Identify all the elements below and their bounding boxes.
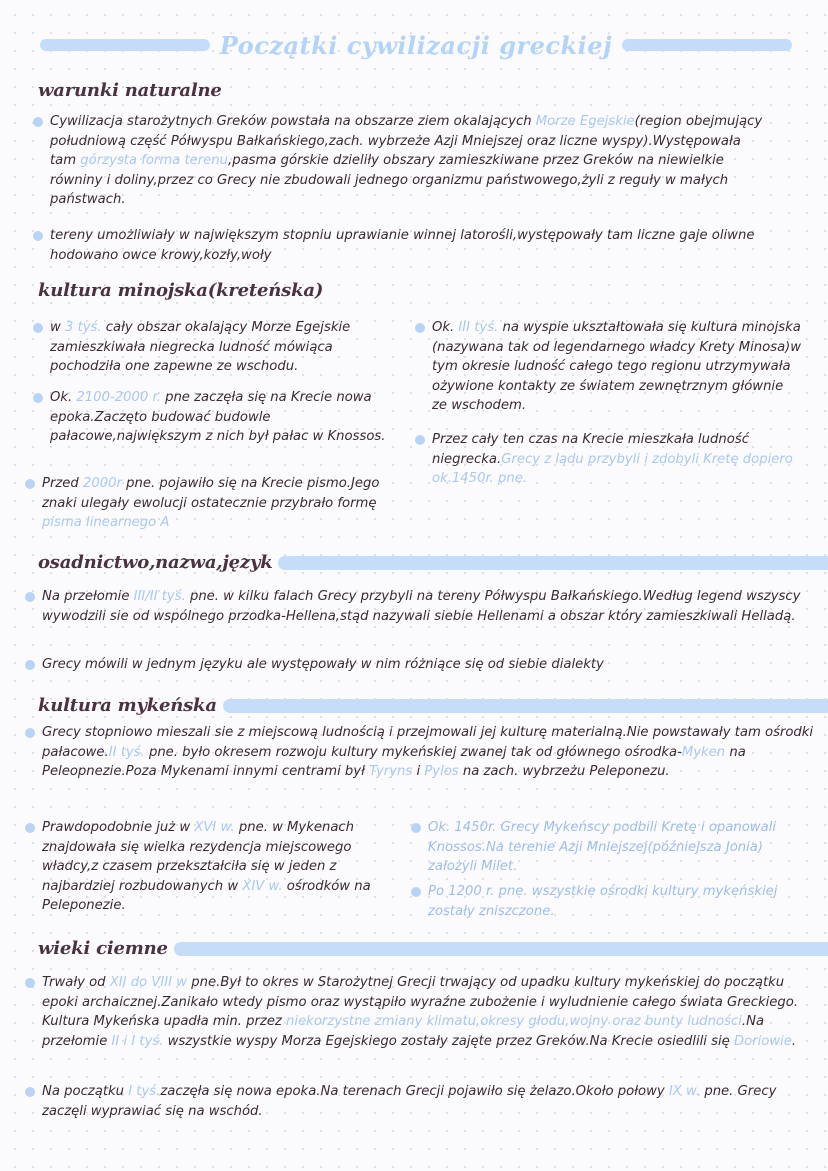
heading-text: wieki ciemne [38, 938, 168, 959]
highlight: IX w. [668, 1084, 701, 1099]
heading-text: osadnictwo,nazwa,język [38, 552, 273, 573]
highlight: 2000r [82, 476, 122, 491]
bullet-wieki-1 [42, 973, 817, 1051]
bullet-dot-icon [33, 117, 43, 127]
heading-text: kultura minojska(kreteńska) [38, 280, 324, 301]
heading-decor-bar [174, 942, 828, 956]
heading-text: warunki naturalne [38, 80, 222, 101]
section-heading-mykenska [38, 695, 828, 716]
text: wszystkie wyspy Morza Egejskiego zostały zajęte przez Greków.Na Krecie osiedlili się [163, 1033, 734, 1049]
section-heading-osadnictwo [38, 552, 828, 573]
highlight: III/II tyś. [133, 589, 186, 604]
bullet-minojska-right-2 [432, 430, 802, 489]
highlight: 3 tyś. [64, 320, 102, 335]
highlight: Myken [681, 744, 726, 760]
bullet-dot-icon [25, 823, 35, 833]
highlight: pisma linearnego A [42, 515, 170, 530]
text: Ok. [50, 390, 77, 405]
text: na wyspie ukształtowała się kultura minojska (nazywana tak od legendarnego władcy Krety Minosa)w tym okresie ludność całego tego regionu utrzymywała ożywione kontakty ze światem zewnętrznym głównie ze wschodem. [432, 320, 802, 413]
text: pne. Grecy zaczęli wyprawiać się na wschód. [42, 1084, 777, 1119]
bullet-minojska-left-3 [42, 474, 404, 533]
highlight: Tyryns [369, 764, 413, 779]
text: Na początku [42, 1084, 129, 1099]
bullet-dot-icon [411, 887, 421, 897]
bullet-warunki-1 [50, 112, 770, 210]
bullet-wieki-2 [42, 1082, 817, 1121]
text: cały obszar okalający Morze Egejskie zamieszkiwała niegrecka ludność mówiąca pochodziła one zapewne ze wschodu. [50, 320, 351, 374]
bullet-osadnictwo-2 [42, 655, 812, 675]
text: w [50, 320, 65, 335]
bullet-minojska-left-2 [50, 388, 400, 447]
text: pne. pojawiło się na Krecie pismo.Jego znaki ulegały ewolucji ostatecznie przybrało formę [42, 476, 380, 511]
text: Cywilizacja starożytnych Greków powstała na obszarze ziem okalających [50, 114, 536, 129]
highlight: III tyś. [458, 320, 499, 335]
page-title: Początki cywilizacji greckiej [219, 30, 613, 60]
text: na zach. wybrzeżu Peleponezu. [458, 764, 670, 779]
bullet-dot-icon [25, 978, 35, 988]
bullet-minojska-left-1 [50, 318, 400, 377]
text: tereny umożliwiały w największym stopniu uprawianie winnej latorośli,występowały tam liczne gaje oliwne hodowano owce krowy,kozły,woły [50, 228, 755, 263]
highlight: XII do VIII w [109, 975, 188, 990]
text: pne. w Mykenach znajdowała się wielka rezydencja miejscowego władcy,z czasem przekształciła się w jeden z najbardziej rozbudowanych w [42, 820, 355, 894]
text: Przez cały ten czas na Krecie mieszkała ludność niegrecka. [432, 432, 749, 467]
highlight: Po 1200 r. pne. wszystkie ośrodki kultury mykeńskiej zostały zniszczone. [428, 884, 778, 919]
highlight: Grecy z lądu przybyli i zdobyli Kretę dopiero ok.1450r. pne. [432, 451, 793, 486]
text: . [791, 1033, 797, 1049]
highlight: Ok. 1450r. Grecy Mykeńscy podbili Kretę i opanowali Knossos.Na terenie Azji Mniejszej(późniejsza Jonia) założyli Milet. [428, 820, 776, 874]
highlight: górzysta forma terenu [80, 153, 228, 168]
highlight: II i I tyś. [111, 1033, 164, 1049]
text: Grecy mówili w jednym języku ale występowały w nim różniące się od siebie dialekty [42, 657, 604, 672]
bullet-dot-icon [415, 435, 425, 445]
text: Przed [42, 476, 83, 491]
bullet-osadnictwo-1 [42, 587, 812, 626]
heading-decor-bar [278, 556, 828, 570]
text: na Peleopnezie.Poza Mykenami innymi centrami był [42, 744, 746, 779]
bullet-mykenska-right-2 [428, 882, 813, 921]
section-heading-warunki [38, 80, 222, 101]
highlight: Morze Egejskie [535, 114, 635, 129]
bullet-dot-icon [415, 323, 425, 333]
bullet-warunki-2 [50, 226, 800, 265]
text: ,pasma górskie dzieliły obszary zamieszkiwane przez Greków na niewielkie równiny i doliny,przez co Grecy nie zbudowali jednego organizmu państwowego,żyli z reguły w małych państwach. [50, 153, 729, 207]
section-heading-minojska [38, 280, 323, 301]
bullet-dot-icon [33, 323, 43, 333]
bullet-dot-icon [25, 592, 35, 602]
highlight: II tyś. [108, 744, 145, 760]
bullet-dot-icon [25, 728, 35, 738]
text: pne zaczęła się na Krecie nowa epoka.Zaczęto budować budowle pałacowe,największym z nich był pałac w Knossos. [50, 390, 386, 444]
bullet-dot-icon [33, 231, 43, 241]
highlight: I tyś. [128, 1084, 161, 1099]
text: Trwały od [42, 975, 110, 990]
highlight: XIV w. [242, 878, 283, 894]
title-decor-bar-right [622, 39, 792, 51]
title-row [40, 30, 792, 60]
text: Grecy stopniowo mieszali sie z miejscową ludnością i przejmowali jej kulturę materialną.Nie powstawały tam ośrodki pałacowe. [42, 725, 814, 760]
text: Ok. [432, 320, 459, 335]
highlight: Doriowie [733, 1033, 792, 1049]
bullet-mykenska-left-1 [42, 818, 402, 916]
highlight: XVI w. [194, 820, 235, 835]
text: pne.Był to okres w Starożytnej Grecji trwający od upadku kultury mykeńskiej do początku epoki archaicznej.Zanikało wtedy pismo oraz wystąpiło wyraźne zubożenie i wyludnienie całego świata Greckiego. Kultura Mykeńska upadła min. przez [42, 975, 799, 1029]
text: Prawdopodobnie już w [42, 820, 195, 835]
highlight: 2100-2000 r. [76, 390, 161, 405]
bullet-mykenska-right-1 [428, 818, 813, 877]
text: .Na przełomie [42, 1014, 765, 1049]
highlight: niekorzystne zmiany klimatu,okresy głodu,wojny oraz bunty ludności [286, 1014, 742, 1029]
text: ośrodków na Peleponezie. [42, 878, 371, 913]
bullet-minojska-right-1 [432, 318, 802, 416]
section-heading-wieki [38, 938, 828, 959]
text: i [412, 764, 425, 779]
title-decor-bar-left [40, 39, 210, 51]
highlight: Pylos [424, 764, 459, 779]
text: zaczęła się nowa epoka.Na terenach Grecji pojawiło się żelazo.Około połowy [160, 1084, 669, 1099]
bullet-dot-icon [411, 823, 421, 833]
bullet-dot-icon [25, 1087, 35, 1097]
bullet-mykenska-1 [42, 723, 817, 782]
text: pne. w kilku falach Grecy przybyli na tereny Półwyspu Bałkańskiego.Według legend wszyscy wywodzili sie od wspólnego przodka-Hellena,stąd nazywali siebie Hellenami a obszar który zamieszkiwali Helladą. [42, 589, 801, 624]
heading-decor-bar [223, 699, 828, 713]
text: pne. było okresem rozwoju kultury mykeńskiej zwanej tak od głównego ośrodka- [144, 744, 682, 760]
text: (region obejmujący południową część Półwyspu Bałkańskiego,zach. wybrzeże Azji Mniejszej oraz liczne wyspy).Występowała tam [50, 114, 763, 168]
bullet-dot-icon [33, 393, 43, 403]
text: Na przełomie [42, 589, 134, 604]
bullet-dot-icon [25, 660, 35, 670]
heading-text: kultura mykeńska [38, 695, 217, 716]
bullet-dot-icon [25, 479, 35, 489]
